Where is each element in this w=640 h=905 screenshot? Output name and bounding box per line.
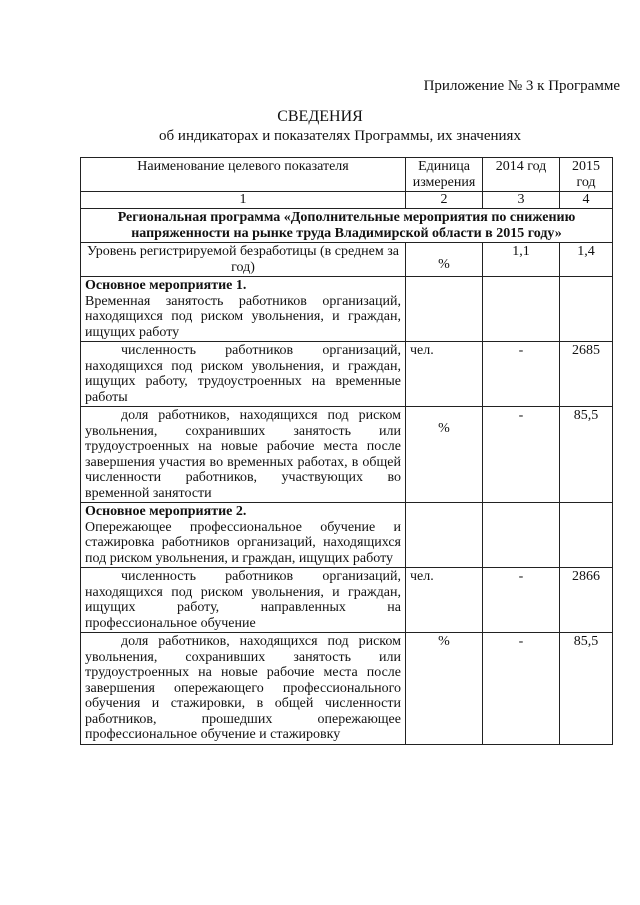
table-row xyxy=(81,568,613,633)
value-2015 xyxy=(560,277,613,342)
document-subtitle: об индикаторах и показателях Программы, их значениях xyxy=(159,128,521,144)
value-2014 xyxy=(483,503,560,568)
indicator-name: доля работников, находящихся под риском увольнения, сохранивших занятость или трудоустроенных на новые рабочие места после завершения опережающего профессионального обучения и стажировки, в общей численности работников, прошедших опережающее профессиональное обучение и стажировку xyxy=(81,633,406,745)
value-2015: 85,5 xyxy=(560,407,613,503)
indicator-name: численность работников организаций, находящихся под риском увольнения, и граждан, ищущих работу, трудоустроенных на временные работы xyxy=(81,342,406,407)
indicator-unit xyxy=(406,277,483,342)
table-row xyxy=(81,633,613,745)
table-row xyxy=(81,342,613,407)
indicator-unit xyxy=(406,503,483,568)
document-title: СВЕДЕНИЯ xyxy=(277,108,363,125)
indicator-unit: % xyxy=(406,633,483,745)
activity-heading: Основное мероприятие 2. xyxy=(85,504,247,519)
value-2014: - xyxy=(483,407,560,503)
column-number-row xyxy=(81,192,613,209)
header-2015: 2015 год xyxy=(560,158,613,192)
value-2015: 1,4 xyxy=(560,243,613,277)
table-row xyxy=(81,407,613,503)
activity-heading: Основное мероприятие 1. xyxy=(85,278,247,293)
region-program-row xyxy=(81,209,613,243)
column-number-3: 3 xyxy=(483,192,560,209)
value-2015: 2685 xyxy=(560,342,613,407)
value-2014: - xyxy=(483,633,560,745)
indicator-unit: чел. xyxy=(406,568,483,633)
activity-cell xyxy=(81,277,406,342)
indicators-table xyxy=(80,157,613,745)
table-row xyxy=(81,243,613,277)
table-row xyxy=(81,277,613,342)
table-header-row xyxy=(81,158,613,192)
header-indicator-name: Наименование целевого показателя xyxy=(81,158,406,192)
value-2014: 1,1 xyxy=(483,243,560,277)
activity-cell xyxy=(81,503,406,568)
table-row xyxy=(81,503,613,568)
value-2014: - xyxy=(483,568,560,633)
indicator-unit: чел. xyxy=(406,342,483,407)
indicator-name: Уровень регистрируемой безработицы (в среднем за год) xyxy=(81,243,406,277)
activity-description: Опережающее профессиональное обучение и стажировка работников организаций, находящихся под риском увольнения, и граждан, ищущих работу xyxy=(85,519,401,566)
value-2015: 85,5 xyxy=(560,633,613,745)
indicator-unit: % xyxy=(406,407,483,503)
column-number-4: 4 xyxy=(560,192,613,209)
header-2014: 2014 год xyxy=(483,158,560,192)
value-2014: - xyxy=(483,342,560,407)
indicator-unit: % xyxy=(406,243,483,277)
column-number-2: 2 xyxy=(406,192,483,209)
header-unit: Единица измерения xyxy=(406,158,483,192)
appendix-label: Приложение № 3 к Программе xyxy=(423,78,620,94)
column-number-1: 1 xyxy=(81,192,406,209)
value-2015 xyxy=(560,503,613,568)
indicator-name: доля работников, находящихся под риском увольнения, сохранивших занятость или трудоустроенных на новые рабочие места после завершения участия во временных работах, в общей численности работников, участвующих во временной занятости xyxy=(81,407,406,503)
indicator-name: численность работников организаций, находящихся под риском увольнения, и граждан, ищущих работу, направленных на профессиональное обучение xyxy=(81,568,406,633)
value-2014 xyxy=(483,277,560,342)
activity-description: Временная занятость работников организаций, находящихся под риском увольнения, и граждан, ищущих работу xyxy=(85,293,401,340)
value-2015: 2866 xyxy=(560,568,613,633)
region-program-title: Региональная программа «Дополнительные мероприятия по снижению напряженности на рынке труда Владимирской области в 2015 году» xyxy=(81,209,613,243)
